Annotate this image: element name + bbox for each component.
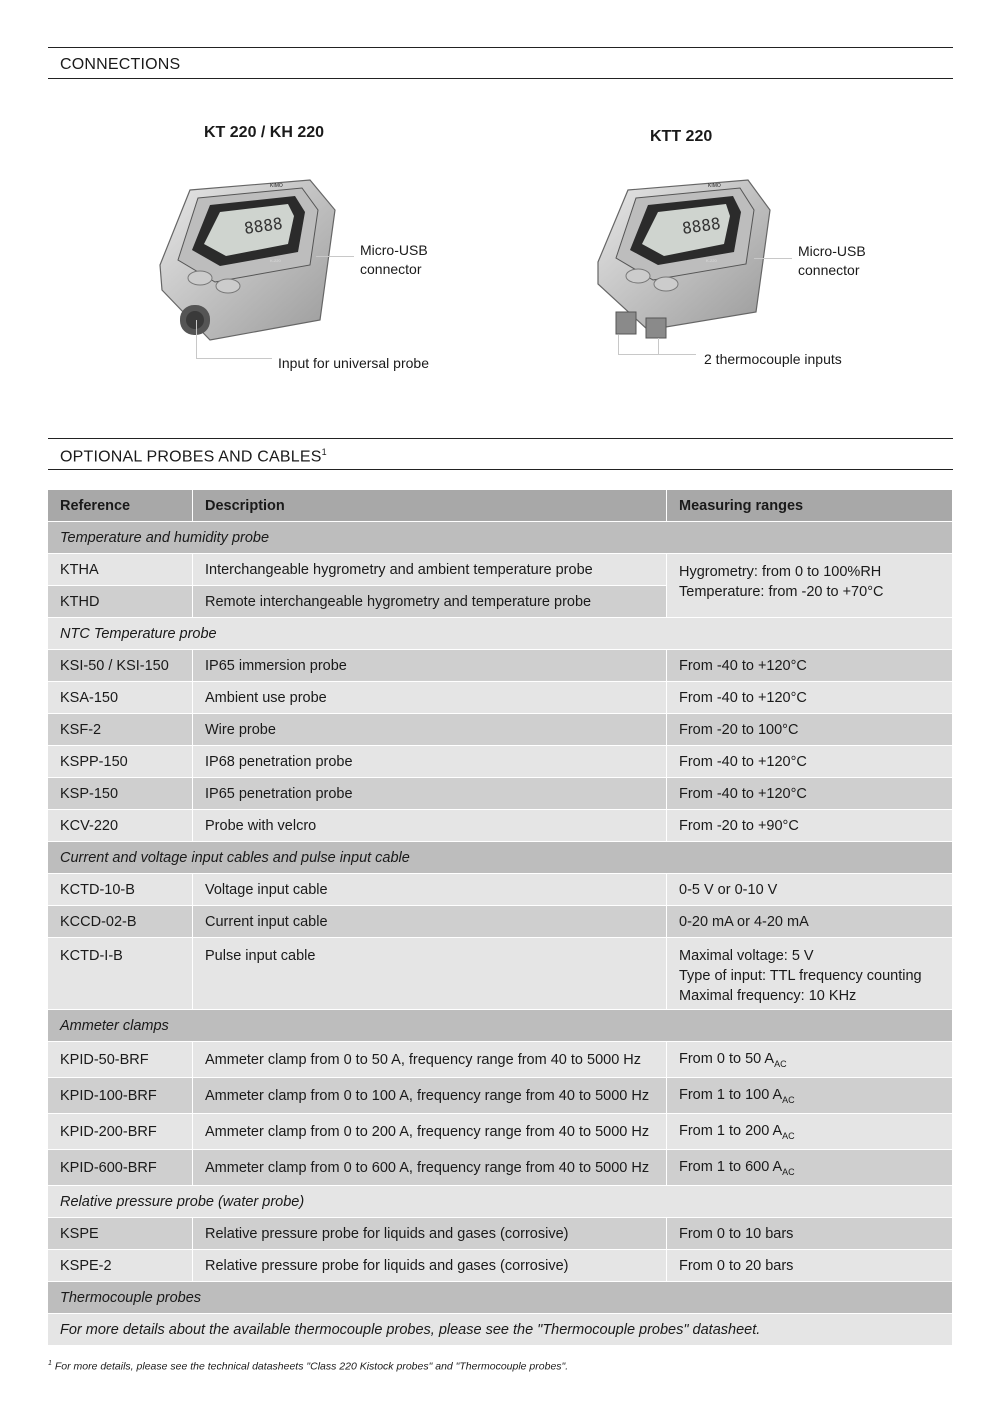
input-leader-line-1-h [196,358,272,359]
device-1-brand: KIMO [270,183,283,189]
device-2-title: KTT 220 [650,128,713,145]
footnote: $^1$ For more details, please see the technical datasheets "Class 220 Kistock probes" and "Thermocouple probes". [48,1360,569,1373]
table-row [48,1314,953,1346]
table-row: KPID-200-BRF Ammeter clamp from 0 to 200 A, frequency range from 40 to 5000 Hz From 1 to 200 $A_{AC}$ [48,1114,953,1150]
header-description: Description [193,490,667,522]
table-row: KSPP-150 IP68 penetration probe From -40 to +120°C [48,746,953,778]
device-1-input-callout: Input for universal probe [278,355,429,371]
optional-heading: OPTIONAL PROBES AND CABLES$^1$ [60,447,327,466]
category-row: Thermocouple probes [48,1282,953,1314]
table-row: KPID-600-BRF Ammeter clamp from 0 to 600 A, frequency range from 40 to 5000 Hz From 1 to 600 $A_{AC}$ [48,1150,953,1186]
thermocouple-note: For more details about the available thermocouple probes, please see the "Thermocouple probes" datasheet. [48,1314,953,1346]
category-row: Temperature and humidity probe [48,522,953,554]
device-1-title: KT 220 / KH 220 [204,124,325,141]
thermocouple-input-1 [616,312,636,334]
table-row: KSF-2 Wire probe From -20 to 100°C [48,714,953,746]
table-row: KPID-100-BRF Ammeter clamp from 0 to 100 A, frequency range from 40 to 5000 Hz From 1 to 100 $A_{AC}$ [48,1078,953,1114]
humidity-range-cell: Hygrometry: from 0 to 100%RH Temperature: from -20 to +70°C [667,554,953,618]
pulse-range-cell: Maximal voltage: 5 V Type of input: TTL frequency counting Maximal frequency: 10 KHz [667,938,953,1010]
device-2-brand: KIMO [708,183,721,189]
input-leader-line-2-v1 [618,335,619,354]
table-row: KSI-50 / KSI-150 IP65 immersion probe From -40 to +120°C [48,650,953,682]
table-row: KSPE Relative pressure probe for liquids and gases (corrosive) From 0 to 10 bars [48,1218,953,1250]
svg-text:8888: 8888 [680,213,722,238]
device-2-usb-callout: Micro-USB connector [798,243,866,278]
table-row: KSPE-2 Relative pressure probe for liquids and gases (corrosive) From 0 to 20 bars [48,1250,953,1282]
device-2-input-callout: 2 thermocouple inputs [704,351,842,367]
svg-text:8888: 8888 [242,213,284,238]
device-1-usb-callout: Micro-USB connector [360,242,428,277]
probes-table [48,490,953,1346]
table-row: KCTD-I-B Pulse input cable Maximal voltage: 5 V Type of input: TTL frequency counting Maximal frequency: 10 KHz [48,938,953,1010]
category-row: Ammeter clamps [48,1010,953,1042]
connections-heading: CONNECTIONS [60,56,181,73]
table-header-row [48,490,953,522]
device-1-illustration [150,170,340,350]
usb-leader-line-1 [316,256,354,257]
table-row: KPID-50-BRF Ammeter clamp from 0 to 50 A, frequency range from 40 to 5000 Hz From 0 to 50 $A_{AC}$ [48,1042,953,1078]
category-row: Relative pressure probe (water probe) [48,1186,953,1218]
table-row: KTHA Interchangeable hygrometry and ambient temperature probe Hygrometry: from 0 to 100%RH Temperature: from -20 to +70°C [48,554,953,586]
usb-leader-line-2 [754,258,792,259]
input-leader-line-2-h [618,354,696,355]
input-leader-line-1-v [196,320,197,358]
table-row: KSP-150 IP65 penetration probe From -40 to +120°C [48,778,953,810]
table-row: KCCD-02-B Current input cable 0-20 mA or 4-20 mA [48,906,953,938]
table-row: KCV-220 Probe with velcro From -20 to +90°C [48,810,953,842]
table-row: KTHD Remote interchangeable hygrometry and temperature probe [48,586,953,618]
thermocouple-input-2 [646,318,666,338]
device-2-illustration [588,172,778,342]
table-row: KCTD-10-B Voltage input cable 0-5 V or 0-10 V [48,874,953,906]
category-row: Current and voltage input cables and pulse input cable [48,842,953,874]
device-1-model: K-220 [270,258,281,263]
table-row: KSA-150 Ambient use probe From -40 to +120°C [48,682,953,714]
optional-section-header [48,438,953,470]
input-leader-line-2-v2 [658,338,659,354]
category-row: NTC Temperature probe [48,618,953,650]
connections-section-header [48,47,953,79]
device-2-model: K-220 [706,258,717,263]
header-ranges: Measuring ranges [667,490,953,522]
header-reference: Reference [48,490,193,522]
